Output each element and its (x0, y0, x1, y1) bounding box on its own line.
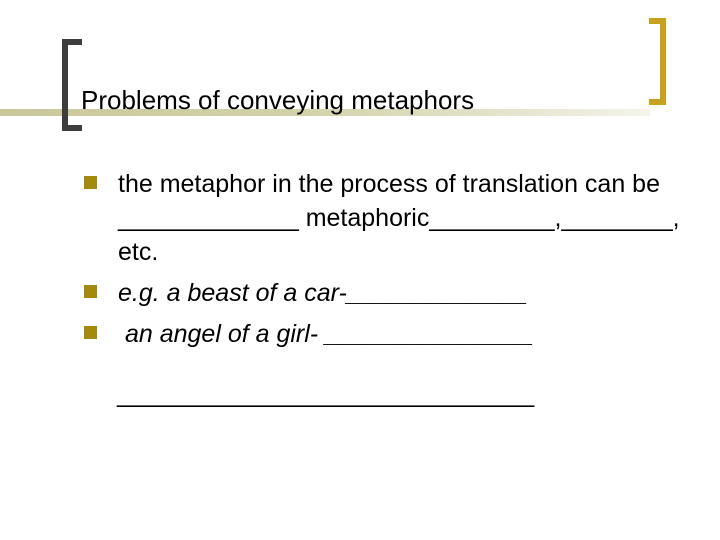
bullet-item (84, 317, 684, 351)
bullet-item (84, 276, 684, 310)
left-bracket-decoration (62, 39, 82, 131)
bullet-list (84, 167, 687, 358)
bullet-item (84, 167, 687, 269)
slide-title: Problems of conveying metaphors (81, 85, 475, 115)
bullet-text: an angel of a girl- _______________ (118, 320, 534, 348)
trailing-blank-line: ______________________________ (117, 380, 535, 408)
bullet-text: e.g. a beast of a car-_____________ (118, 279, 528, 307)
square-bullet-icon (84, 326, 97, 339)
square-bullet-icon (84, 285, 97, 298)
square-bullet-icon (84, 176, 97, 189)
right-bracket-decoration (649, 18, 666, 105)
bullet-text: the metaphor in the process of translation can be _____________ metaphoric_________,________, etc. (118, 170, 687, 266)
